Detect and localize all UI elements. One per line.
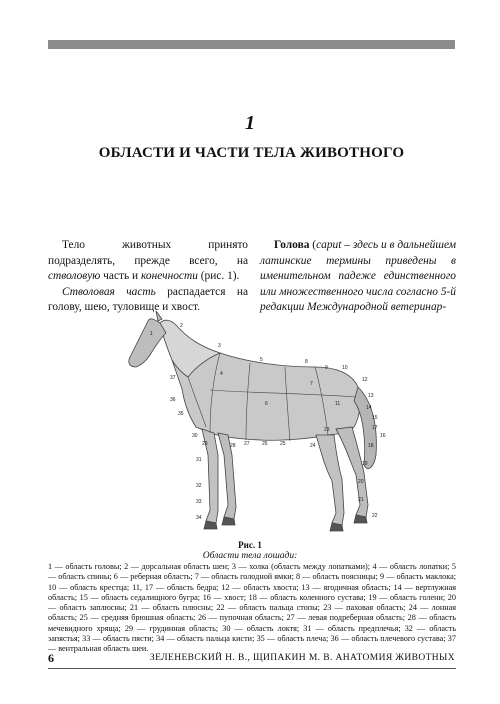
top-decorative-bar bbox=[48, 40, 455, 49]
figure-label: 18 bbox=[368, 443, 374, 449]
latin-term: caput bbox=[316, 239, 342, 251]
figure-label: 11 bbox=[335, 401, 341, 407]
figure-label: 14 bbox=[366, 405, 372, 411]
text-run: распадается на голову, шею, туловище и хвост. bbox=[48, 285, 249, 314]
figure-label: 20 bbox=[358, 479, 364, 485]
figure-label: 22 bbox=[372, 513, 378, 519]
figure-label: 10 bbox=[342, 365, 348, 371]
text-run: – здесь и в дальнейшем латинские термины приведены в именительном падеже единственного или множественного числа согласно 5-й редакции Международной ветеринар- bbox=[260, 239, 456, 314]
figure-label: 8 bbox=[305, 359, 308, 365]
figure-label: 28 bbox=[230, 443, 236, 449]
page-number: 6 bbox=[48, 651, 54, 665]
figure-label: 34 bbox=[196, 515, 202, 521]
text-run: ( bbox=[309, 239, 317, 251]
term-stem: стволовую bbox=[48, 270, 101, 283]
figure-label: 13 bbox=[368, 393, 374, 399]
running-head: ЗЕЛЕНЕВСКИЙ Н. В., ЩИПАКИН М. В. АНАТОМИЯ ЖИВОТНЫХ bbox=[149, 653, 455, 663]
footer-divider bbox=[48, 668, 456, 669]
chapter-title: ОБЛАСТИ И ЧАСТИ ТЕЛА ЖИВОТНОГО bbox=[98, 145, 405, 161]
figure-label: 37 bbox=[170, 375, 176, 381]
figure-label: 25 bbox=[280, 441, 286, 447]
figure-label: 30 bbox=[192, 433, 198, 439]
term-limbs: конечности bbox=[140, 270, 198, 283]
figure-label: 29 bbox=[202, 441, 208, 447]
paragraph-intro bbox=[48, 238, 248, 285]
figure-label: 15 bbox=[372, 415, 378, 421]
figure-label: 12 bbox=[362, 377, 368, 383]
figure-label: 16 bbox=[380, 433, 386, 439]
figure-label: 36 bbox=[170, 397, 176, 403]
figure-label: 9 bbox=[325, 365, 328, 371]
figure-label: 4 bbox=[220, 371, 223, 377]
figure-label: 1 bbox=[150, 331, 153, 337]
figure-label: 17 bbox=[372, 425, 378, 431]
horse-body-regions-illustration bbox=[110, 305, 400, 535]
figure-label: 35 bbox=[178, 411, 184, 417]
figure-caption-number: Рис. 1 bbox=[238, 540, 262, 550]
figure-label: 21 bbox=[358, 497, 364, 503]
text-run: (рис. 1). bbox=[197, 270, 240, 283]
figure-label: 3 bbox=[218, 343, 221, 349]
figure-label: 23 bbox=[324, 427, 330, 433]
figure-caption-title: Области тела лошади: bbox=[202, 551, 298, 561]
text-run: часть и bbox=[100, 270, 141, 283]
figure-label: 26 bbox=[262, 441, 268, 447]
figure-label: 32 bbox=[196, 483, 202, 489]
figure-label: 31 bbox=[196, 457, 202, 463]
term-stem-part: Стволовая часть bbox=[62, 285, 156, 298]
figure-label: 27 bbox=[244, 441, 250, 447]
figure-label: 5 bbox=[260, 357, 263, 363]
text-run: Тело животных принято подразделять, прежде всего, на bbox=[48, 239, 248, 267]
term-head: Голова bbox=[274, 239, 310, 251]
figure-label: 7 bbox=[310, 381, 313, 387]
figure-label: 2 bbox=[180, 323, 183, 329]
figure-label: 6 bbox=[265, 401, 268, 407]
figure-label: 19 bbox=[362, 461, 368, 467]
figure-label: 33 bbox=[196, 499, 202, 505]
figure-legend: 1 — область головы; 2 — дорсальная область шеи; 3 — холка (область между лопатками); 4 — область лопатки; 5 — область спины; 6 — реберная область; 7 — область голодной ямки; 8 — область поясницы; 9 — область маклока; 10 — область крестца; 11, 17 — область бедра; 12 — область хвоста; 13 — ягодичная область; 14 — вертлужная область; 15 — область седалищного бугра; 16 — хвост; 18 — область коленного сустава; 19 — область голени; 20 — область заплюсны; 21 — область плюсны; 22 — область пальца стопы; 23 — паховая область; 24 — лонная область; 25 — средняя брюшная область; 26 — пупочная область; 27 — левая подреберная область; 28 — область мечевидного хряща; 29 — грудинная область; 30 — область локтя; 31 — область предплечья; 32 — область запястья; 33 — область пясти; 34 — область пальца кисти; 35 — область плеча; 36 — область плечевого сустава; 37 — вентральная область шеи. bbox=[48, 562, 456, 654]
chapter-number: 1 bbox=[245, 112, 255, 134]
figure-label: 24 bbox=[310, 443, 316, 449]
